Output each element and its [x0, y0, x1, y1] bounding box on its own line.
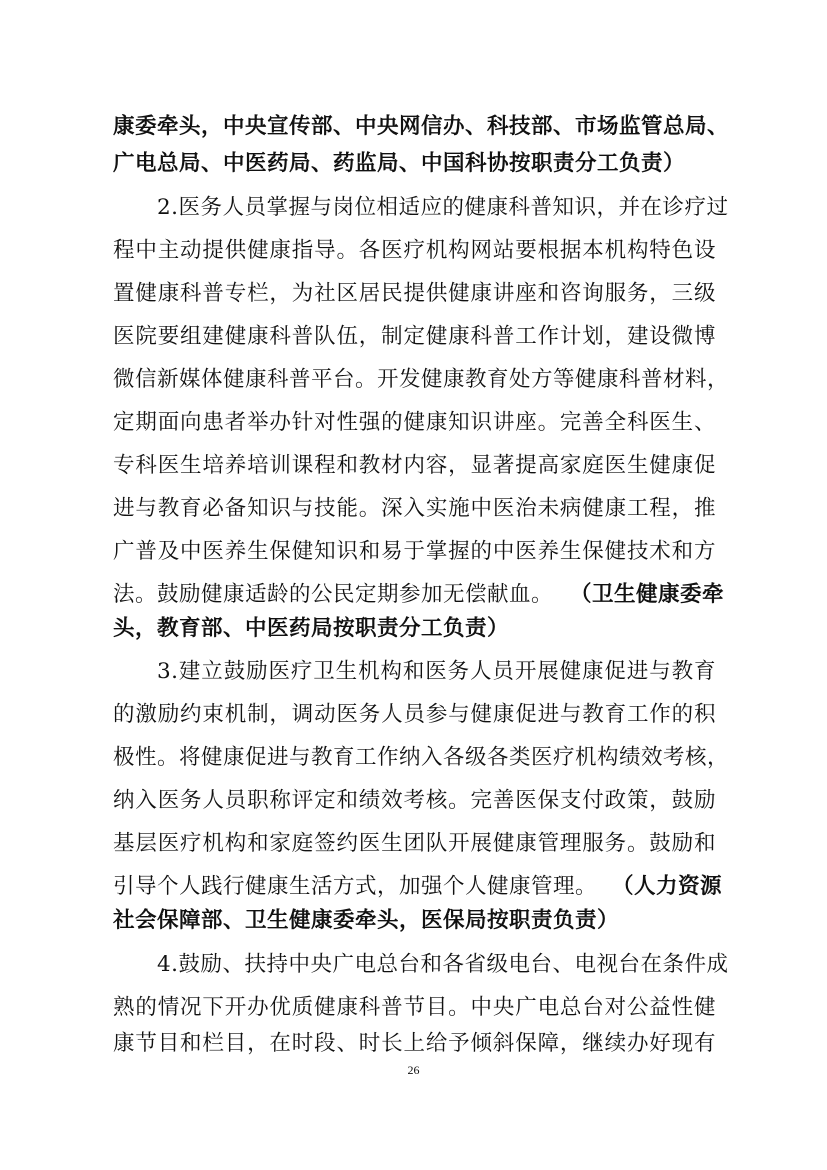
paragraph-2-line: 2.医务人员掌握与岗位相适应的健康科普知识，并在诊疗过	[157, 195, 729, 220]
text-line: 法。鼓励健康适龄的公民定期参加无偿献血。	[113, 582, 554, 607]
text-line: 进与教育必备知识与技能。深入实施中医治未病健康工程，推	[113, 496, 716, 521]
text-line: 康委牵头，中央宣传部、中央网信办、科技部、市场监管总局、	[113, 114, 730, 139]
text-line: 广普及中医养生保健知识和易于掌握的中医养生保健技术和方	[113, 539, 716, 564]
responsibility-note: （卫生健康委牵	[570, 582, 725, 607]
text-line: 定期面向患者举办针对性强的健康知识讲座。完善全科医生、	[113, 410, 716, 435]
responsibility-note: 头，教育部、中医药局按职责分工负责）	[113, 616, 510, 641]
paragraph-3-line: 3.建立鼓励医疗卫生机构和医务人员开展健康促进与教育	[157, 659, 716, 684]
page-number: 26	[407, 1063, 420, 1077]
text-line: 熟的情况下开办优质健康科普节目。中央广电总台对公益性健	[113, 995, 716, 1020]
text-line: 微信新媒体健康科普平台。开发健康教育处方等健康科普材料，	[113, 367, 730, 392]
text-line: 广电总局、中医药局、药监局、中国科协按职责分工负责）	[113, 151, 686, 176]
text-line: 置健康科普专栏，为社区居民提供健康讲座和咨询服务，三级	[113, 281, 716, 306]
text-line: 基层医疗机构和家庭签约医生团队开展健康管理服务。鼓励和	[113, 831, 716, 856]
responsibility-note: （人力资源	[612, 874, 723, 899]
text-line: 康节目和栏目，在时段、时长上给予倾斜保障，继续办好现有	[113, 1031, 716, 1056]
text-line: 医院要组建健康科普队伍，制定健康科普工作计划，建设微博	[113, 324, 716, 349]
text-line: 纳入医务人员职称评定和绩效考核。完善医保支付政策，鼓励	[113, 788, 716, 813]
paragraph-4-line: 4.鼓励、扶持中央广电总台和各省级电台、电视台在条件成	[157, 952, 729, 977]
text-line: 极性。将健康促进与教育工作纳入各级各类医疗机构绩效考核，	[113, 745, 730, 770]
text-line: 程中主动提供健康指导。各医疗机构网站要根据本机构特色设	[113, 238, 716, 263]
text-line: 引导个人践行健康生活方式，加强个人健康管理。	[113, 874, 598, 899]
text-line: 的激励约束机制，调动医务人员参与健康促进与教育工作的积	[113, 702, 716, 727]
responsibility-note: 社会保障部、卫生健康委牵头，医保局按职责负责）	[113, 908, 620, 933]
text-line: 专科医生培养培训课程和教材内容，显著提高家庭医生健康促	[113, 453, 716, 478]
